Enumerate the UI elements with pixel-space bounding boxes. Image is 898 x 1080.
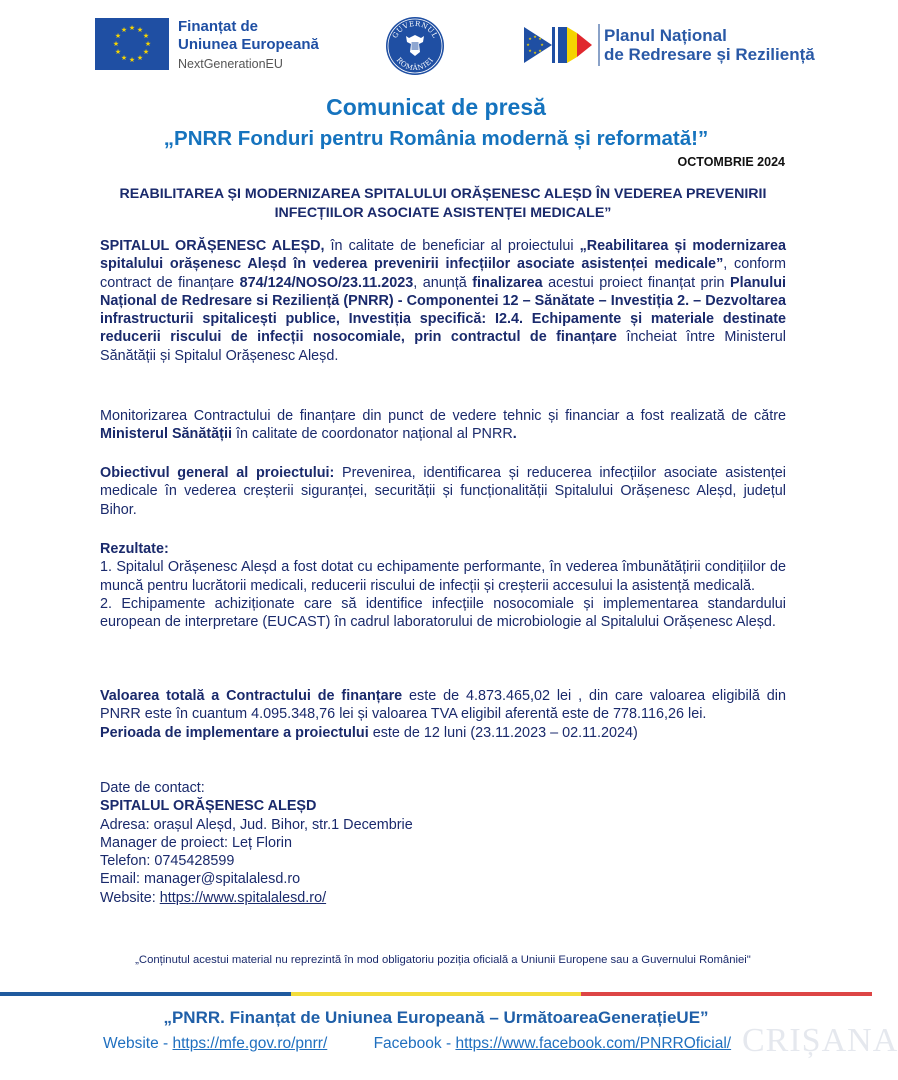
text-span: , anunță (413, 274, 473, 291)
website-label: Website: (100, 889, 160, 906)
svg-text:★: ★ (142, 32, 150, 40)
svg-text:★: ★ (112, 40, 120, 48)
page-subtitle: „PNRR Fonduri pentru România modernă și reformată!” (163, 127, 709, 150)
svg-text:★: ★ (120, 54, 128, 62)
svg-text:★: ★ (136, 54, 144, 62)
financial-label: Valoarea totală a Contractului de finanțare (100, 688, 403, 704)
objective-label: Obiectivul general al proiectului: (100, 465, 335, 481)
contract-number: 874/124/NOSO/23.11.2023 (239, 274, 414, 291)
contact-website (100, 889, 413, 907)
disclaimer: „Conținutul acestui material nu reprezintă în mod obligatoriu poziția oficială a Uniunii Europene sau a Guvernului României" (135, 954, 751, 966)
project-headline: REABILITAREA ȘI MODERNIZAREA SPITALULUI ORĂȘENESC ALEȘD ÎN VEDEREA PREVENIRII INFECȚIILOR ASOCIATE ASISTENȚEI MEDICALE” (119, 186, 767, 221)
contact-address: Adresa: orașul Aleșd, Jud. Bihor, str.1 Decembrie (100, 816, 413, 833)
financial-section (100, 687, 786, 742)
svg-text:★: ★ (540, 42, 544, 47)
eu-logo-line2: Uniunea Europeană (178, 36, 319, 53)
svg-text:★: ★ (128, 56, 136, 64)
government-seal-icon (385, 16, 445, 76)
tricolor-yellow (291, 992, 582, 996)
watermark: CRIȘANA (742, 1022, 898, 1059)
svg-text:★: ★ (528, 48, 532, 53)
program-details: Planului Național de Redresare si Reziliență (PNRR) - Componentei 12 – Sănătate – Investiția 2. – Dezvoltarea infrastructurii spitalicești publice, Investiția specifică: I2.4. Echipamente și materiale destinate reducerii riscului de infecții nosocomiale, prin contractul de finanțare (100, 274, 786, 346)
beneficiary-name: SPITALUL ORĂȘENESC ALEȘD, (100, 238, 325, 254)
tricolor-divider (0, 992, 872, 996)
pnrr-logo (522, 24, 815, 66)
period-text: este de 12 luni (23.11.2023 – 02.11.2024) (368, 724, 638, 741)
svg-text:★: ★ (533, 34, 537, 39)
footer-facebook-label: Facebook - (373, 1035, 456, 1052)
eu-logo-line3: NextGenerationEU (178, 57, 283, 71)
hospital-website-link[interactable]: https://www.spitalalesd.ro/ (159, 889, 327, 906)
period-label: Perioada de implementare a proiectului (100, 724, 369, 741)
svg-text:★: ★ (114, 48, 122, 56)
svg-text:★: ★ (142, 48, 150, 56)
pnrr-arrows-icon (522, 25, 594, 65)
svg-text:★: ★ (136, 26, 144, 34)
svg-text:★: ★ (538, 36, 542, 41)
pnrr-logo-line2: de Redresare și Reziliență (604, 45, 815, 64)
svg-text:★: ★ (533, 50, 537, 55)
financial-text: este de 4.873.465,02 lei , din care valoarea eligibilă din PNRR este în cuantum 4.095.348,76 lei și valoarea TVA eligibil aferentă este de 778.116,26 lei. (100, 688, 786, 723)
eu-logo-line1: Finanțat de (178, 18, 259, 35)
completion-word: finalizarea (472, 274, 543, 291)
seal-top-text: GUVERNUL (390, 19, 440, 40)
contact-heading: Date de contact: (100, 780, 205, 796)
contact-section (100, 779, 413, 907)
contact-email: Email: manager@spitalalesd.ro (100, 871, 301, 888)
svg-text:★: ★ (114, 32, 122, 40)
seal-bottom-text: ROMÂNIEI (394, 56, 436, 73)
contact-manager: Manager de proiect: Leț Florin (100, 834, 292, 851)
result-item: 2. Echipamente achiziționate care să identifice infecțiile nosocomiale și implementarea standardului european de interpretare (EUCAST) în cadrul laboratorului de microbiologie al Spitalului Orășenesc Aleșd. (100, 595, 786, 631)
svg-text:★: ★ (128, 24, 136, 32)
pnrr-logo-line1: Planul Național (604, 26, 727, 45)
contact-org: SPITALUL ORĂȘENESC ALEȘD (100, 798, 317, 815)
pnrr-website-link[interactable]: https://mfe.gov.ro/pnrr/ (172, 1035, 328, 1052)
intro-paragraph (100, 237, 786, 365)
implementation-period (100, 724, 786, 742)
pnrr-logo-text (604, 26, 815, 64)
contact-phone: Telefon: 0745428599 (100, 853, 235, 870)
svg-text:★: ★ (526, 42, 530, 47)
text-span: Monitorizarea Contractului de finanțare din punct de vedere tehnic și financiar a fost realizată de către (100, 408, 786, 424)
logo-bar (0, 0, 872, 88)
pnrr-logo-divider (598, 24, 600, 66)
text-span: acestui proiect finanțat prin (542, 274, 731, 291)
text-span: . (512, 426, 517, 443)
results-section (100, 540, 786, 631)
eu-logo-text (178, 18, 319, 73)
tricolor-blue (0, 992, 291, 996)
svg-text:★: ★ (120, 26, 128, 34)
results-label: Rezultate: (100, 541, 169, 557)
text-span: în calitate de beneficiar al proiectului (324, 238, 580, 254)
eu-funding-logo (95, 18, 319, 73)
project-title: „Reabilitarea și modernizarea spitalului orășenesc Aleșd în vederea prevenirii infecțiilor asociate asistenței medicale” (100, 238, 786, 273)
eu-flag-icon (95, 18, 169, 70)
svg-text:★: ★ (144, 40, 152, 48)
release-date: OCTOMBRIE 2024 (677, 155, 785, 169)
footer-website-label: Website - (103, 1035, 173, 1052)
ministry-name: Ministerul Sănătății (100, 426, 232, 443)
text-span: încheiat între Ministerul Sănătății și Spitalul Orășenesc Aleșd. (100, 329, 786, 364)
pnrr-facebook-link[interactable]: https://www.facebook.com/PNRROficial/ (455, 1035, 732, 1052)
footer-slogan: „PNRR. Finanțat de Uniunea Europeană – UrmătoareaGenerațieUE” (163, 1008, 709, 1027)
text-span: , conform contract de finanțare (100, 256, 786, 291)
footer-links (103, 1035, 731, 1053)
page-title: Comunicat de presă (326, 94, 546, 120)
monitoring-paragraph (100, 407, 786, 444)
objective-paragraph (100, 464, 786, 519)
financial-value (100, 687, 786, 724)
tricolor-red (581, 992, 872, 996)
svg-text:★: ★ (528, 36, 532, 41)
result-item: 1. Spitalul Orășenesc Aleșd a fost dotat cu echipamente performante, în vederea îmbunătățirii condițiilor de muncă pentru lucrătorii medicali, reducerii riscului de infecții și creșterii accesului la asistență medicală. (100, 559, 786, 594)
text-span: în calitate de coordonator național al PNRR (231, 426, 513, 443)
svg-text:★: ★ (538, 48, 542, 53)
objective-text: Prevenirea, identificarea și reducerea infecțiilor asociate asistenței medicale în vederea creșterii siguranței, securității și funcționalității Spitalului Orășenesc Aleșd, județul Bihor. (100, 465, 786, 518)
